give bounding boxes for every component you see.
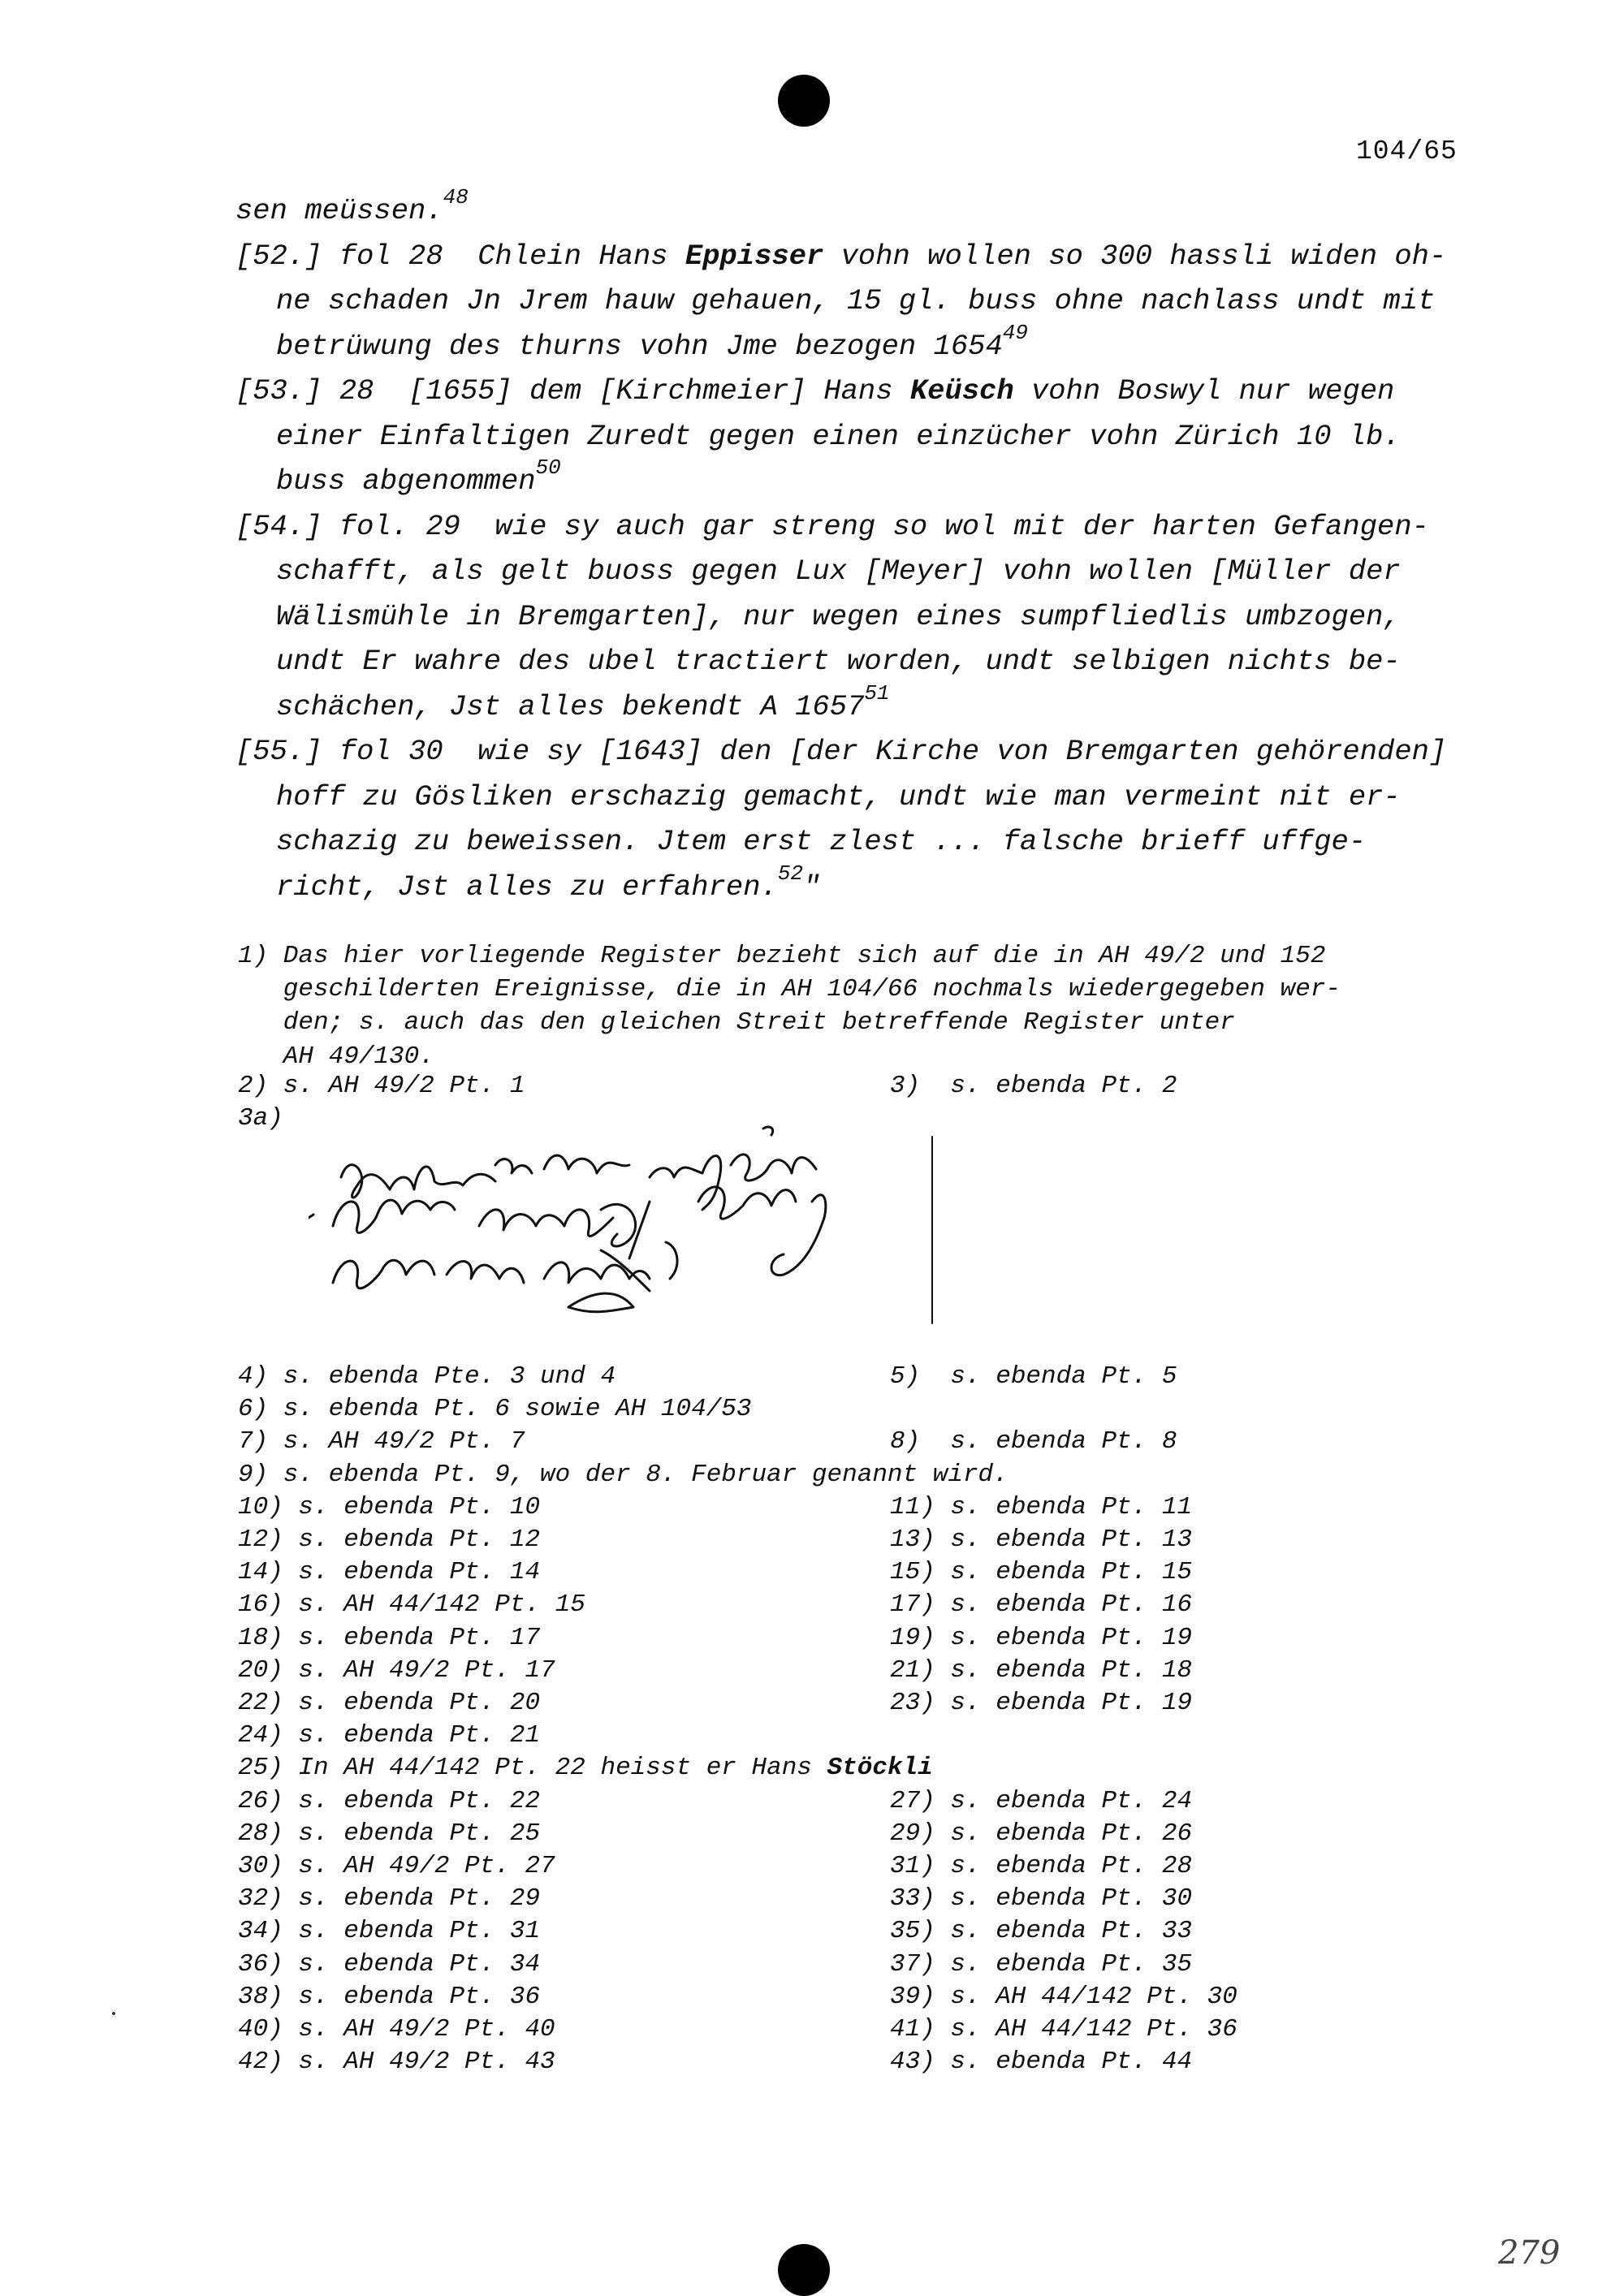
name-bold: Eppisser <box>685 239 824 273</box>
footnote-text: 34) s. ebenda Pt. 31 <box>238 1917 541 1945</box>
footnote-text: 20) s. AH 49/2 Pt. 17 <box>238 1656 555 1685</box>
entry-line <box>235 861 1502 910</box>
footnote-bold-name: Stöckli <box>827 1754 933 1782</box>
pencil-page-note: 279 <box>1498 2234 1561 2272</box>
register-entries <box>235 185 1502 909</box>
footnote-left <box>238 1493 540 1521</box>
entry-line <box>235 729 1502 775</box>
entry-line <box>235 775 1502 820</box>
footnote-right: 17) s. ebenda Pt. 16 <box>890 1590 1193 1619</box>
footnote-right: 13) s. ebenda Pt. 13 <box>890 1526 1193 1554</box>
entry-text: schazig zu beweissen. Jtem erst zlest ... falsche brieff uffge- <box>276 825 1367 858</box>
footnote-right: 35) s. ebenda Pt. 33 <box>890 1917 1193 1945</box>
entry-text: hoff zu Gösliken erschazig gemacht, undt wie man vermeint nit er- <box>276 779 1401 814</box>
punch-hole-top-icon <box>778 75 830 127</box>
footnote-left <box>238 1950 540 1979</box>
footnote-left <box>238 1754 933 1782</box>
entry-text: betrüwung des thurns vohn Jme bezogen 1654 <box>276 329 1003 363</box>
page-number: 104/65 <box>1356 136 1458 166</box>
footnote-text: 24) s. ebenda Pt. 21 <box>238 1721 541 1750</box>
footnote-text: 10) s. ebenda Pt. 10 <box>238 1493 541 1521</box>
entry-text: richt, Jst alles zu erfahren. <box>276 870 778 904</box>
entry-line <box>235 414 1502 460</box>
footnote-right: 39) s. AH 44/142 Pt. 30 <box>890 1983 1237 2011</box>
footnote-text: 4) s. ebenda Pte. 3 und 4 <box>238 1362 616 1391</box>
footnote-ref: 48 <box>443 185 469 210</box>
entry-line <box>235 185 1502 234</box>
entry-line <box>235 369 1502 414</box>
punch-hole-bottom-icon <box>778 2244 830 2296</box>
footnote-right: 31) s. ebenda Pt. 28 <box>890 1852 1193 1880</box>
footnote-right: 15) s. ebenda Pt. 15 <box>890 1558 1193 1586</box>
entry-text: ne schaden Jn Jrem hauw gehauen, 15 gl. buss ohne nachlass undt mit <box>276 284 1436 317</box>
entry-text: " <box>803 870 821 904</box>
footnote-left <box>238 1395 752 1423</box>
footnote-1-line: den; s. auch das den gleichen Streit betreffende Register unter <box>238 1008 1235 1037</box>
footnote-left <box>238 1558 540 1586</box>
footnote-left <box>238 1461 1009 1489</box>
footnote-left <box>238 1362 615 1391</box>
entry-text: [52.] fol 28 Chlein Hans <box>235 239 685 273</box>
entry-text: buss abgenommen <box>276 464 536 498</box>
entry-line <box>235 455 1502 504</box>
footnote-text: 36) s. ebenda Pt. 34 <box>238 1950 541 1979</box>
footnote-text: 22) s. ebenda Pt. 20 <box>238 1689 541 1717</box>
footnote-right: 3) s. ebenda Pt. 2 <box>890 1072 1177 1100</box>
entry-text: [54.] fol. 29 wie sy auch gar streng so wol mit der harten Gefangen- <box>235 509 1429 543</box>
footnote-left <box>238 1787 540 1815</box>
footnote-ref: 50 <box>535 455 561 481</box>
entry-line <box>235 549 1502 594</box>
footnote-left <box>238 1624 540 1652</box>
footnote-text: 25) In AH 44/142 Pt. 22 heisst er Hans <box>238 1754 827 1782</box>
footnote-ref: 49 <box>1002 320 1028 345</box>
footnote-1-line: 1) Das hier vorliegende Register bezieht sich auf die in AH 49/2 und 152 <box>238 942 1326 970</box>
footnote-text: 40) s. AH 49/2 Pt. 40 <box>238 2015 555 2044</box>
footnote-1-line: geschilderten Ereignisse, die in AH 104/66 nochmals wiedergegeben wer- <box>238 975 1341 1003</box>
entry-line <box>235 234 1502 279</box>
footnote-right: 33) s. ebenda Pt. 30 <box>890 1884 1193 1913</box>
footnote-right: 43) s. ebenda Pt. 44 <box>890 2048 1193 2076</box>
footnote-right: 23) s. ebenda Pt. 19 <box>890 1689 1193 1717</box>
entry-text: sen meüssen. <box>235 194 443 227</box>
footnote-text: 28) s. ebenda Pt. 25 <box>238 1819 541 1848</box>
footnote-left <box>238 1983 540 2011</box>
footnote-right: 11) s. ebenda Pt. 11 <box>890 1493 1193 1521</box>
entry-text: vohn Boswyl nur wegen <box>1013 374 1395 408</box>
footnote-left: 2) s. AH 49/2 Pt. 1 <box>238 1072 525 1100</box>
footnote-right: 27) s. ebenda Pt. 24 <box>890 1787 1193 1815</box>
footnote-right: 5) s. ebenda Pt. 5 <box>890 1362 1177 1391</box>
footnote-right: 37) s. ebenda Pt. 35 <box>890 1950 1193 1979</box>
footnote-right: 8) s. ebenda Pt. 8 <box>890 1427 1177 1456</box>
entry-line <box>235 504 1502 550</box>
name-bold: Keüsch <box>909 374 1014 408</box>
footnote-right: 29) s. ebenda Pt. 26 <box>890 1819 1193 1848</box>
footnote-3a-label: 3a) <box>238 1104 283 1133</box>
footnote-left <box>238 1590 585 1619</box>
footnote-left <box>238 1852 555 1880</box>
footnote-left <box>238 1427 525 1456</box>
entry-line <box>235 680 1502 730</box>
entry-line <box>235 819 1502 865</box>
footnote-text: 14) s. ebenda Pt. 14 <box>238 1558 541 1586</box>
footnote-right: 21) s. ebenda Pt. 18 <box>890 1656 1193 1685</box>
footnote-left <box>238 1721 540 1750</box>
footnote-right: 19) s. ebenda Pt. 19 <box>890 1624 1193 1652</box>
entry-line <box>235 320 1502 369</box>
footnote-text: 32) s. ebenda Pt. 29 <box>238 1884 541 1913</box>
entry-text: schafft, als gelt buoss gegen Lux [Meyer] vohn wollen [Müller der <box>276 555 1401 588</box>
footnote-ref: 52 <box>777 861 804 886</box>
footnote-left <box>238 2015 555 2044</box>
footnote-left <box>238 1656 555 1685</box>
entry-line <box>235 594 1502 640</box>
entry-line <box>235 278 1502 324</box>
entry-text: schächen, Jst alles bekendt A 1657 <box>276 689 865 723</box>
footnote-text: 26) s. ebenda Pt. 22 <box>238 1787 541 1815</box>
footnote-left <box>238 1526 540 1554</box>
footnote-text: 6) s. ebenda Pt. 6 sowie AH 104/53 <box>238 1395 752 1423</box>
footnote-left <box>238 1917 540 1945</box>
entry-line <box>235 639 1502 684</box>
footnote-text: 38) s. ebenda Pt. 36 <box>238 1983 541 2011</box>
paper-speck <box>112 2012 115 2015</box>
entry-text: einer Einfaltigen Zuredt gegen einen einzücher vohn Zürich 10 lb. <box>276 419 1401 453</box>
handwritten-facsimile-icon <box>309 1120 958 1331</box>
footnote-left <box>238 2048 555 2076</box>
entry-text: [55.] fol 30 wie sy [1643] den [der Kirche von Bremgarten gehörenden] <box>235 735 1447 768</box>
footnote-text: 9) s. ebenda Pt. 9, wo der 8. Februar genannt wird. <box>238 1461 1009 1489</box>
entry-text: vohn wollen so 300 hassli widen oh- <box>823 239 1447 273</box>
footnote-text: 7) s. AH 49/2 Pt. 7 <box>238 1427 525 1456</box>
footnote-text: 12) s. ebenda Pt. 12 <box>238 1526 541 1554</box>
entry-text: [53.] 28 [1655] dem [Kirchmeier] Hans <box>235 374 910 408</box>
footnote-right: 41) s. AH 44/142 Pt. 36 <box>890 2015 1237 2044</box>
footnote-text: 30) s. AH 49/2 Pt. 27 <box>238 1852 555 1880</box>
entry-text: Wälismühle in Bremgarten], nur wegen eines sumpfliedlis umbzogen, <box>276 599 1401 633</box>
footnote-ref: 51 <box>864 680 890 706</box>
footnote-text: 16) s. AH 44/142 Pt. 15 <box>238 1590 585 1619</box>
footnote-left <box>238 1884 540 1913</box>
footnote-text: 18) s. ebenda Pt. 17 <box>238 1624 541 1652</box>
footnote-text: 42) s. AH 49/2 Pt. 43 <box>238 2048 555 2076</box>
footnote-left <box>238 1689 540 1717</box>
footnote-left <box>238 1819 540 1848</box>
entry-text: undt Er wahre des ubel tractiert worden, undt selbigen nichts be- <box>276 645 1401 678</box>
footnote-1-line: AH 49/130. <box>238 1042 434 1071</box>
